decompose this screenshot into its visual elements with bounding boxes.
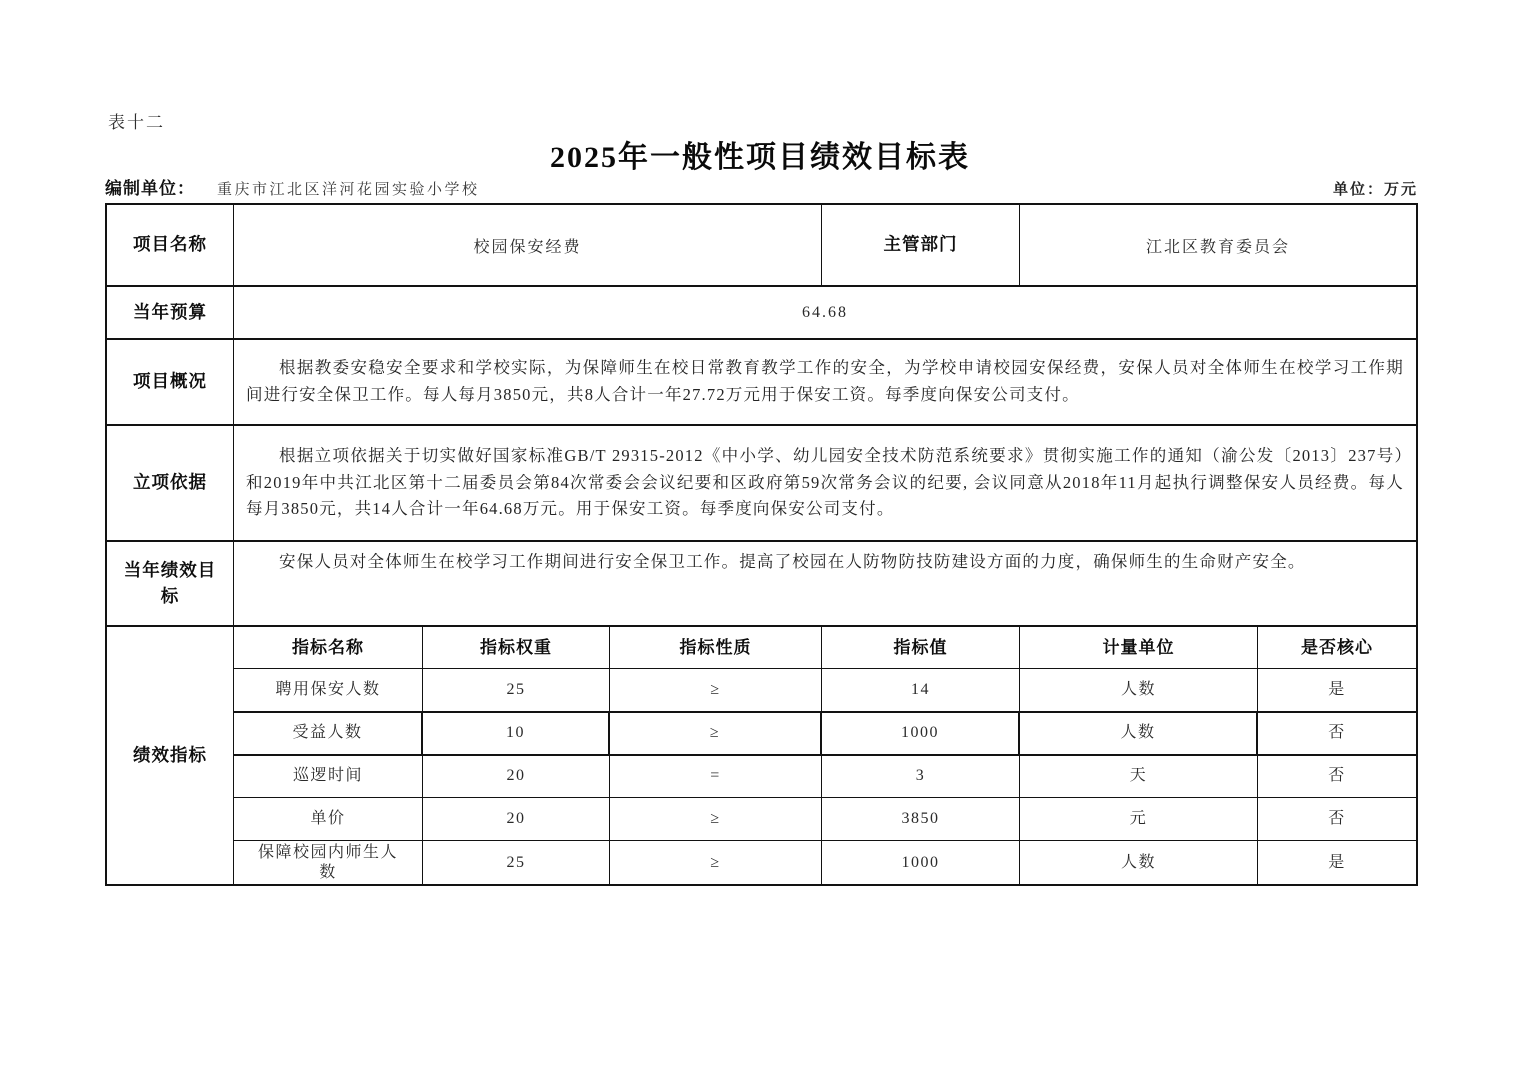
indicator-weight: 20 — [423, 756, 610, 798]
indicator-name: 受益人数 — [234, 713, 423, 754]
header-is-core: 是否核心 — [1301, 637, 1373, 657]
indicator-core: 否 — [1328, 810, 1346, 828]
header-indicator-weight: 指标权重 — [423, 627, 610, 668]
prepared-by — [105, 174, 480, 199]
indicators-header-row — [234, 627, 1416, 669]
performance-target-table — [105, 203, 1418, 886]
prepared-by-value: 重庆市江北区洋河花园实验小学校 — [217, 182, 480, 198]
table-row — [234, 798, 1416, 841]
indicator-value: 14 — [822, 669, 1020, 711]
indicators-label: 绩效指标 — [107, 627, 234, 884]
table-row — [234, 841, 1416, 884]
indicator-nature: = — [610, 756, 822, 798]
indicator-weight: 20 — [423, 798, 610, 840]
goal-text: 安保人员对全体师生在校学习工作期间进行安全保卫工作。提高了校园在人防物防技防建设方面的力度，确保师生的生命财产安全。 — [279, 552, 1306, 571]
indicator-core: 否 — [1328, 767, 1346, 785]
header-indicator-value: 指标值 — [822, 627, 1020, 668]
indicator-nature: ≥ — [610, 798, 822, 840]
indicator-core: 是 — [1328, 680, 1346, 698]
header-measure-unit: 计量单位 — [1020, 627, 1258, 668]
goal-row — [107, 542, 1416, 627]
unit-note: 单位：万元 — [1332, 182, 1418, 198]
overview-cell — [234, 340, 1416, 424]
indicators-table — [234, 627, 1416, 884]
indicator-name: 巡逻时间 — [234, 756, 423, 798]
budget-row — [107, 287, 1416, 340]
budget-label: 当年预算 — [107, 287, 234, 338]
indicator-weight: 10 — [423, 713, 610, 754]
basis-label: 立项依据 — [107, 426, 234, 540]
indicators-section — [107, 627, 1416, 884]
indicator-core: 否 — [1328, 724, 1346, 742]
overview-text: 根据教委安稳安全要求和学校实际，为保障师生在校日常教育教学工作的安全，为学校申请校园安保经费，安保人员对全体师生在校学习工作期间进行安全保卫工作。每人每月3850元，共8人合计一年27.72万元用于保安工资。每季度向保安公司支付。 — [246, 358, 1404, 404]
basis-cell — [234, 426, 1416, 540]
goal-label: 当年绩效目标 — [107, 542, 234, 625]
project-name-row — [107, 205, 1416, 287]
dept-value: 江北区教育委员会 — [1145, 238, 1290, 256]
indicator-name: 聘用保安人数 — [234, 669, 423, 711]
project-name-label: 项目名称 — [107, 205, 234, 285]
dept-label: 主管部门 — [822, 205, 1020, 285]
indicator-unit: 人数 — [1020, 713, 1258, 754]
table-row — [234, 711, 1416, 756]
indicator-value: 3850 — [822, 798, 1020, 840]
indicator-unit: 人数 — [1020, 841, 1258, 884]
corner-note: 表十二 — [108, 113, 165, 132]
basis-text: 根据立项依据关于切实做好国家标准GB/T 29315-2012《中小学、幼儿园安全技术防范系统要求》贯彻实施工作的通知（渝公发〔2013〕237号）和2019年中共江北区第十二届委员会第84次常委会会议纪要和区政府第59次常务会议的纪要, 会议同意从2018年11月起执行调整保安人员经费。每人每月3850元，共14人合计一年64.68万元。用于保安工资。每季度向保安公司支付。 — [246, 445, 1404, 519]
indicator-unit: 元 — [1020, 798, 1258, 840]
table-row — [234, 756, 1416, 799]
page-title: 2025年一般性项目绩效目标表 — [550, 141, 970, 174]
indicator-nature: ≥ — [610, 713, 822, 754]
goal-cell — [234, 542, 1416, 625]
indicator-value: 3 — [822, 756, 1020, 798]
indicator-value: 1000 — [822, 713, 1020, 754]
budget-value: 64.68 — [802, 303, 848, 321]
indicator-name: 单价 — [234, 798, 423, 840]
indicator-weight: 25 — [423, 669, 610, 711]
indicator-value: 1000 — [822, 841, 1020, 884]
table-row — [234, 669, 1416, 712]
indicator-name: 保障校园内师生人数 — [234, 841, 423, 884]
prepared-by-label: 编制单位： — [105, 179, 195, 198]
basis-row — [107, 426, 1416, 542]
indicator-unit: 人数 — [1020, 669, 1258, 711]
meta-row — [105, 174, 1418, 199]
header-indicator-nature: 指标性质 — [610, 627, 822, 668]
indicator-unit: 天 — [1020, 756, 1258, 798]
indicator-weight: 25 — [423, 841, 610, 884]
indicator-core: 是 — [1328, 853, 1346, 871]
overview-row — [107, 340, 1416, 426]
project-name-value: 校园保安经费 — [234, 205, 822, 285]
indicator-nature: ≥ — [610, 669, 822, 711]
header-indicator-name: 指标名称 — [234, 627, 423, 668]
indicator-nature: ≥ — [610, 841, 822, 884]
overview-label: 项目概况 — [107, 340, 234, 424]
